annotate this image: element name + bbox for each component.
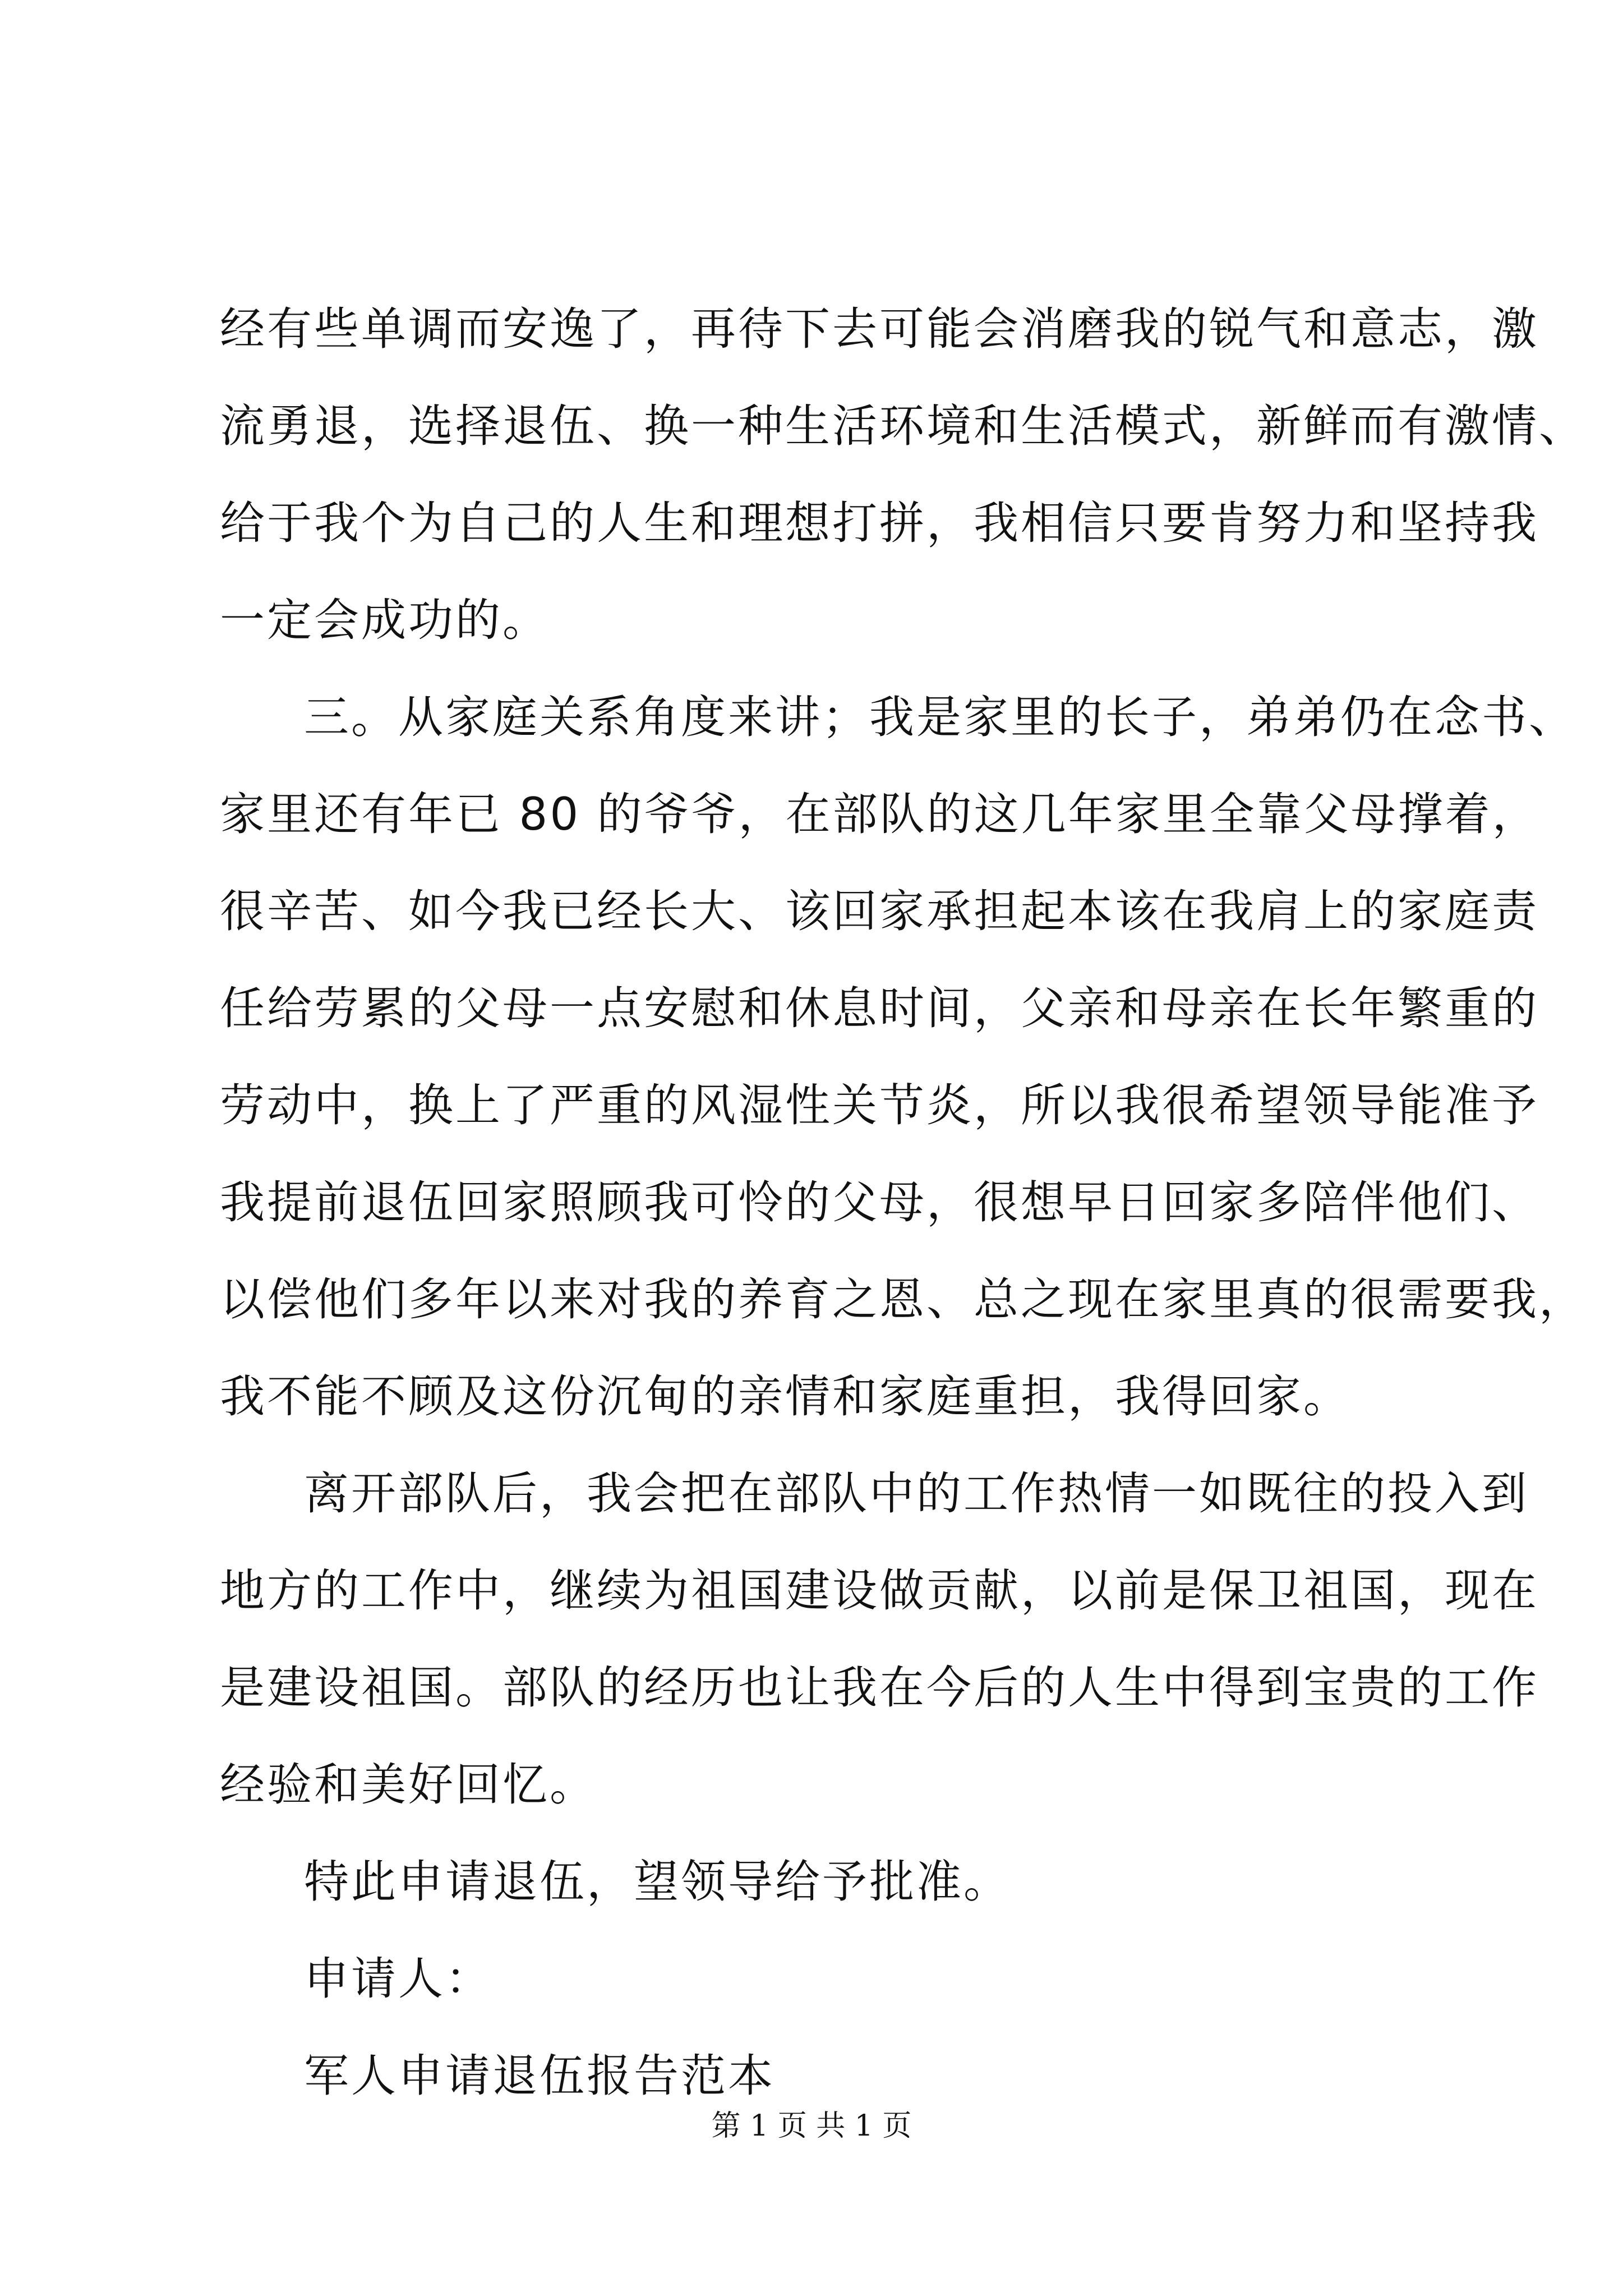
body-text — [220, 280, 1586, 2124]
text-line: 军人申请退伍报告范本 — [304, 2050, 775, 2102]
text-line: 地方的工作中，继续为祖国建设做贡献，以前是保卫祖国，现在 — [220, 1565, 1539, 1617]
text-line: 我不能不顾及这份沉甸的亲情和家庭重担，我得回家。 — [220, 1370, 1350, 1423]
text-line: 三。从家庭关系角度来讲；我是家里的长子，弟弟仍在念书、 — [304, 691, 1576, 743]
text-line: 经验和美好回忆。 — [220, 1759, 597, 1811]
text-line: 以偿他们多年以来对我的养育之恩、总之现在家里真的很需要我， — [220, 1273, 1586, 1326]
text-line: 一定会成功的。 — [220, 594, 550, 646]
text-line: 我提前退伍回家照顾我可怜的父母，很想早日回家多陪伴他们、 — [220, 1176, 1539, 1228]
text-line: 申请人： — [304, 1953, 492, 2005]
text-line: 任给劳累的父母一点安慰和休息时间，父亲和母亲在长年繁重的 — [220, 982, 1539, 1034]
text-line: 家里还有年已 80 的爷爷，在部队的这几年家里全靠父母撑着， — [220, 788, 1539, 840]
text-line: 是建设祖国。部队的经历也让我在今后的人生中得到宝贵的工作 — [220, 1662, 1539, 1714]
text-line: 很辛苦、如今我已经长大、该回家承担起本该在我肩上的家庭责 — [220, 885, 1539, 937]
text-line: 经有些单调而安逸了，再待下去可能会消磨我的锐气和意志，激 — [220, 303, 1539, 355]
text-line: 给于我个为自己的人生和理想打拼，我相信只要肯努力和坚持我 — [220, 497, 1539, 549]
text-line: 离开部队后，我会把在部队中的工作热情一如既往的投入到 — [304, 1467, 1529, 1520]
text-line: 劳动中，换上了严重的风湿性关节炎，所以我很希望领导能准予 — [220, 1079, 1539, 1131]
text-line: 流勇退，选择退伍、换一种生活环境和生活模式，新鲜而有激情、 — [220, 400, 1586, 452]
text-line: 特此申请退伍，望领导给予批准。 — [304, 1856, 1011, 1908]
page-number-footer: 第 1 页 共 1 页 — [711, 2109, 912, 2143]
